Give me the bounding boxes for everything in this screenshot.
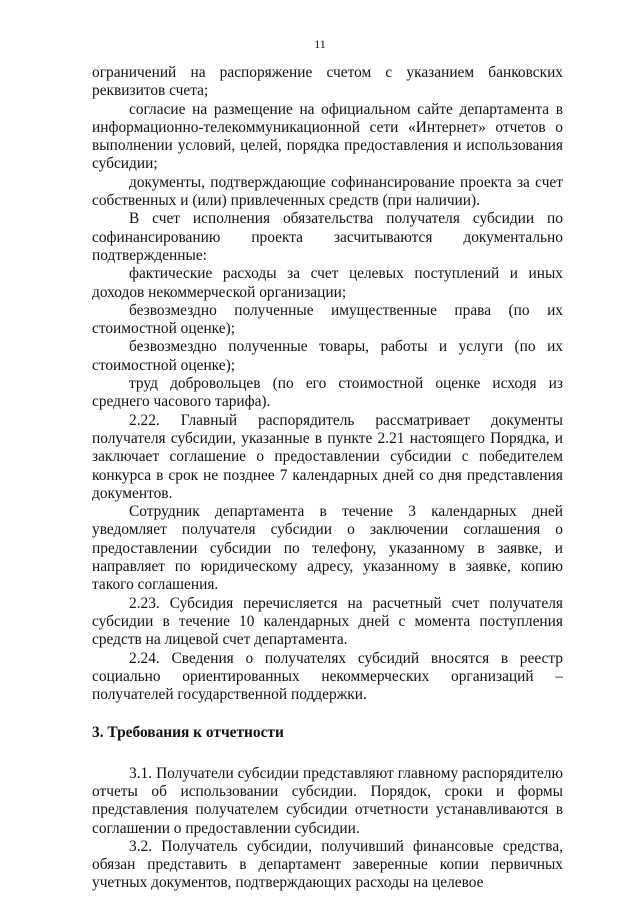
section-heading: 3. Требования к отчетности	[92, 724, 284, 742]
paragraph: труд добровольцев (по его стоимостной оценке исходя из среднего часового тарифа).	[92, 375, 563, 411]
page-number: 11	[314, 37, 326, 51]
document-body	[92, 64, 563, 893]
paragraph: безвозмездно полученные имущественные права (по их стоимостной оценке);	[92, 301, 563, 338]
paragraph: 2.22. Главный распорядитель рассматривает документы получателя субсидии, указанные в пункте 2.21 настоящего Порядка, и заключает соглашение о предоставлении субсидии с победителем конкурса в срок не позднее 7 календарных дней со дня представления документов.	[92, 411, 563, 502]
paragraphs-after-heading	[92, 765, 563, 893]
paragraph: В счет исполнения обязательства получателя субсидии по софинансированию проекта засчитываются документально подтвержденные:	[92, 210, 563, 264]
paragraph: 3.2. Получатель субсидии, получивший финансовые средства, обязан представить в департамент заверенные копии первичных учетных документов, подтверждающих расходы на целевое	[92, 837, 563, 892]
paragraphs-before-heading	[92, 64, 563, 704]
paragraph: документы, подтверждающие софинансирование проекта за счет собственных и (или) привлеченных средств (при наличии).	[92, 173, 563, 210]
paragraph: безвозмездно полученные товары, работы и услуги (по их стоимостной оценке);	[92, 338, 563, 374]
paragraph: 2.23. Субсидия перечисляется на расчетный счет получателя субсидии в течение 10 календарных дней с момента поступления средств на лицевой счет департамента.	[92, 594, 563, 649]
paragraph: фактические расходы за счет целевых поступлений и иных доходов некоммерческой организации;	[92, 265, 563, 301]
paragraph: 3.1. Получатели субсидии представляют главному распорядителю отчеты об использовании субсидии. Порядок, сроки и формы представления получателем субсидии отчетности устанавливаются в соглашении о предоставлении субсидии.	[92, 764, 563, 837]
paragraph: ограничений на распоряжение счетом с указанием банковских реквизитов счета;	[92, 64, 563, 100]
paragraph: Сотрудник департамента в течение 3 календарных дней уведомляет получателя субсидии о заключении соглашения о предоставлении субсидии по телефону, указанному в заявке, и направляет по юридическому адресу, указанному в заявке, копию такого соглашения.	[92, 503, 563, 594]
paragraph: 2.24. Сведения о получателях субсидий вносятся в реестр социально ориентированных некоммерческих организаций – получателей государственной поддержки.	[92, 649, 563, 704]
paragraph: согласие на размещение на официальном сайте департамента в информационно-телекоммуникационной сети «Интернет» отчетов о выполнении условий, целей, порядка предоставления и использования субсидии;	[92, 100, 563, 173]
